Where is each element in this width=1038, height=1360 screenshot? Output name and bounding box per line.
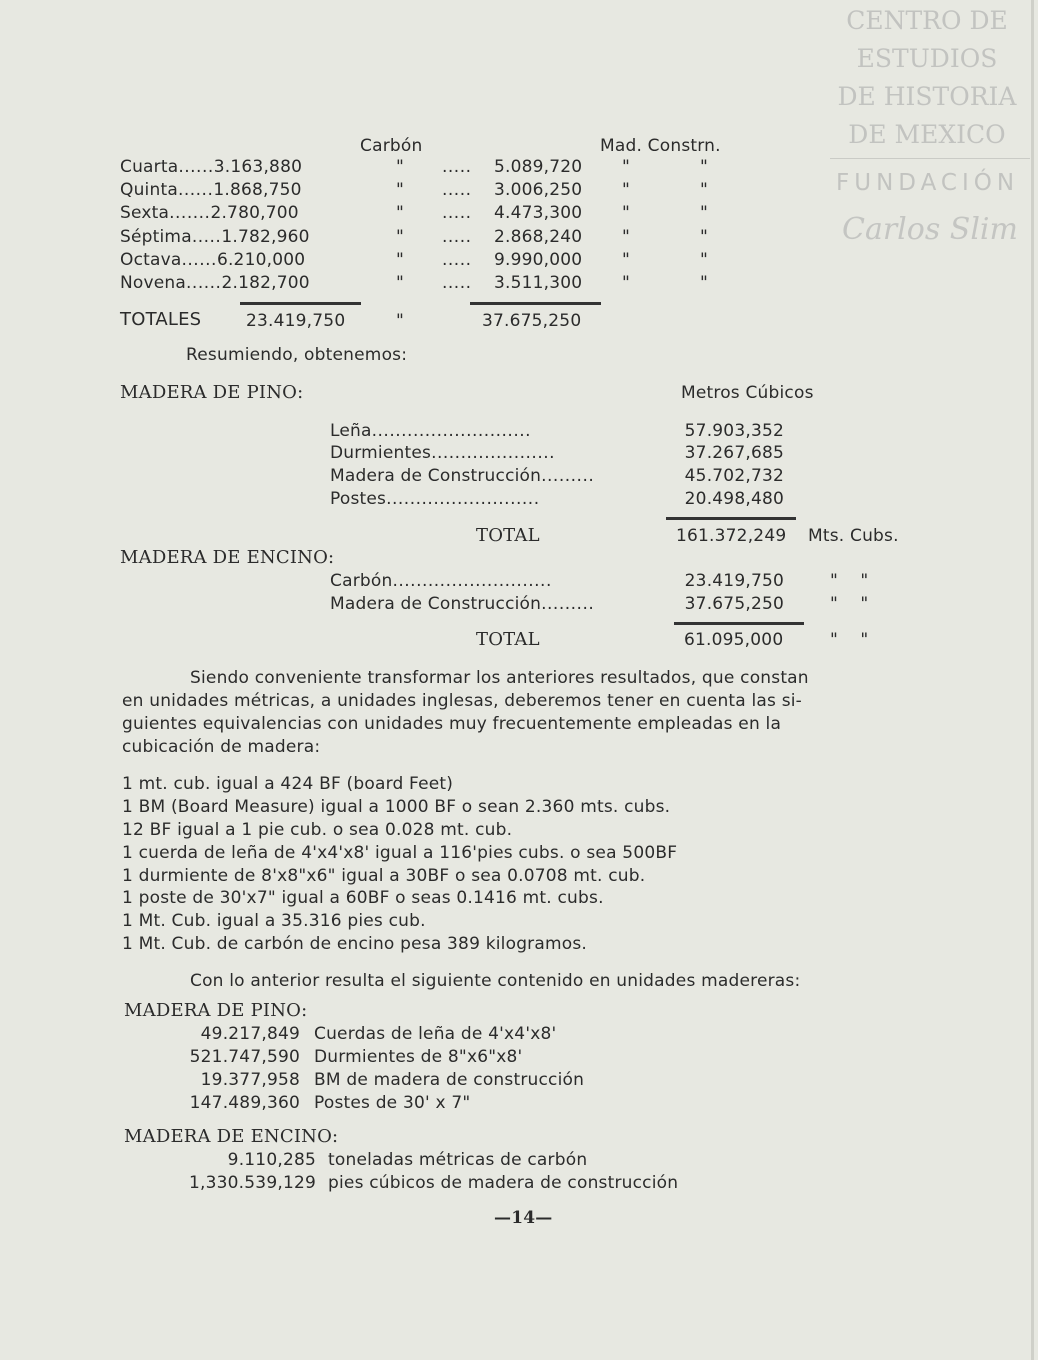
pino-label: Madera de Construcción: [330, 466, 542, 486]
table1-row-label: [120, 273, 310, 293]
row-label: Quinta: [120, 180, 178, 200]
table1-row-label: [120, 180, 302, 200]
leader-dots: .........: [541, 466, 595, 486]
mad-leader-dots: .....: [442, 180, 472, 200]
watermark-divider: [830, 158, 1030, 159]
table1-row-label: [120, 203, 299, 223]
encino-label: Carbón: [330, 571, 393, 591]
page-number: —14—: [494, 1208, 553, 1228]
encino-ditto: " ": [830, 571, 869, 591]
pino-value: 45.702,732: [684, 466, 784, 486]
paragraph-line: en unidades métricas, a unidades inglesas, deberemos tener en cuenta las si-: [122, 691, 803, 711]
pino-heading: MADERA DE PINO:: [120, 382, 304, 403]
paragraph-line: cubicación de madera:: [122, 737, 321, 757]
pino-label: Postes: [330, 489, 387, 509]
mad-ditto-1: ": [622, 157, 631, 177]
madereras-pino-desc: BM de madera de construcción: [314, 1070, 585, 1090]
resumiendo-text: Resumiendo, obtenemos:: [186, 345, 408, 365]
equivalencia-line: 1 cuerda de leña de 4'x4'x8' igual a 116'pies cubs. o sea 500BF: [122, 843, 678, 863]
mad-ditto-2: ": [700, 250, 709, 270]
leader-dots: ......: [181, 250, 217, 270]
madereras-pino-desc: Cuerdas de leña de 4'x4'x8': [314, 1024, 557, 1044]
encino-total-ditto: " ": [830, 630, 869, 650]
mad-value: 3.006,250: [494, 180, 583, 200]
carbon-ditto: ": [396, 227, 405, 247]
mad-value: 4.473,300: [494, 203, 583, 223]
pino-total-unit: Mts. Cubs.: [808, 526, 899, 546]
encino-total-rule: [674, 622, 804, 625]
encino-row: [330, 594, 594, 614]
mad-ditto-2: ": [700, 273, 709, 293]
row-label: Séptima: [120, 227, 192, 247]
madereras-pino-heading: MADERA DE PINO:: [124, 1000, 308, 1021]
pino-unit-header: Metros Cúbicos: [681, 383, 814, 403]
totals-label: TOTALES: [120, 309, 202, 330]
carbon-ditto: ": [396, 273, 405, 293]
mad-ditto-2: ": [700, 227, 709, 247]
carbon-value: 1.868,750: [213, 180, 302, 200]
carbon-value: 2.182,700: [221, 273, 310, 293]
carbon-ditto: ": [396, 250, 405, 270]
leader-dots: .........: [541, 594, 595, 614]
row-label: Sexta: [120, 203, 170, 223]
encino-row: [330, 571, 552, 591]
leader-dots: ......: [177, 180, 214, 200]
madereras-pino-value: 19.377,958: [200, 1070, 300, 1090]
mad-ditto-1: ": [622, 273, 631, 293]
mad-value: 5.089,720: [494, 157, 583, 177]
totals-ditto: ": [396, 311, 405, 331]
leader-dots: ......: [178, 157, 214, 177]
mad-value: 2.868,240: [494, 227, 583, 247]
madereras-pino-desc: Durmientes de 8"x6"x8': [314, 1047, 523, 1067]
table1-row-label: [120, 250, 305, 270]
pino-value: 57.903,352: [684, 421, 784, 441]
leader-dots: .....................: [431, 443, 556, 463]
leader-dots: ...........................: [392, 571, 552, 591]
encino-value: 37.675,250: [684, 594, 784, 614]
leader-dots: .....: [191, 227, 222, 247]
mad-leader-dots: .....: [442, 250, 472, 270]
madereras-pino-value: 521.747,590: [189, 1047, 300, 1067]
mad-ditto-1: ": [622, 227, 631, 247]
mad-ditto-2: ": [700, 157, 709, 177]
madereras-encino-value: 1,330.539,129: [189, 1173, 316, 1193]
mad-value: 9.990,000: [494, 250, 583, 270]
encino-total-label: TOTAL: [476, 629, 540, 650]
pino-label: Durmientes: [330, 443, 432, 463]
watermark-signature: Carlos Slim: [842, 212, 1018, 247]
equivalencia-line: 1 poste de 30'x7" igual a 60BF o seas 0.1416 mt. cubs.: [122, 888, 604, 908]
madereras-encino-desc: pies cúbicos de madera de construcción: [328, 1173, 679, 1193]
table1-row-label: [120, 227, 310, 247]
carbon-ditto: ": [396, 157, 405, 177]
leader-dots: ......: [186, 273, 222, 293]
equivalencia-line: 1 BM (Board Measure) igual a 1000 BF o sean 2.360 mts. cubs.: [122, 797, 671, 817]
mad-value: 3.511,300: [494, 273, 583, 293]
mad-ditto-1: ": [622, 180, 631, 200]
mad-ditto-2: ": [700, 180, 709, 200]
pino-total-value: 161.372,249: [676, 526, 787, 546]
totals-rule-carbon: [240, 302, 361, 305]
header-carbon: Carbón: [360, 136, 423, 156]
madereras-encino-value: 9.110,285: [227, 1150, 316, 1170]
paragraph-line: guientes equivalencias con unidades muy frecuentemente empleadas en la: [122, 714, 782, 734]
pino-total-label: TOTAL: [476, 525, 540, 546]
leader-dots: .......: [169, 203, 211, 223]
madereras-encino-heading: MADERA DE ENCINO:: [124, 1126, 339, 1147]
watermark-line-4: DE MEXICO: [848, 120, 1006, 149]
pino-row: [330, 443, 555, 463]
row-label: Octava: [120, 250, 182, 270]
encino-label: Madera de Construcción: [330, 594, 542, 614]
mad-ditto-1: ": [622, 250, 631, 270]
pino-row: [330, 489, 540, 509]
equivalencia-line: 12 BF igual a 1 pie cub. o sea 0.028 mt. cub.: [122, 820, 513, 840]
mad-leader-dots: .....: [442, 157, 472, 177]
mad-leader-dots: .....: [442, 273, 472, 293]
equivalencia-line: 1 Mt. Cub. igual a 35.316 pies cub.: [122, 911, 426, 931]
equivalencia-line: 1 mt. cub. igual a 424 BF (board Feet): [122, 774, 454, 794]
con-lo-anterior-text: Con lo anterior resulta el siguiente contenido en unidades madereras:: [190, 971, 801, 991]
mad-ditto-2: ": [700, 203, 709, 223]
carbon-value: 3.163,880: [213, 157, 303, 177]
table1-row-label: [120, 157, 302, 177]
carbon-value: 1.782,960: [221, 227, 310, 247]
totals-mad: 37.675,250: [482, 311, 582, 331]
watermark-line-1: CENTRO DE: [846, 6, 1008, 35]
pino-row: [330, 421, 531, 441]
madereras-pino-desc: Postes de 30' x 7": [314, 1093, 471, 1113]
row-label: Cuarta: [120, 157, 179, 177]
carbon-value: 2.780,700: [210, 203, 299, 223]
leader-dots: ...........................: [371, 421, 532, 441]
encino-total-value: 61.095,000: [684, 630, 784, 650]
row-label: Novena: [120, 273, 187, 293]
page-edge: [1031, 0, 1034, 1360]
paragraph-line: Siendo conveniente transformar los anteriores resultados, que constan: [190, 668, 809, 688]
pino-value: 37.267,685: [684, 443, 784, 463]
carbon-ditto: ": [396, 203, 405, 223]
equivalencia-line: 1 durmiente de 8'x8"x6" igual a 30BF o sea 0.0708 mt. cub.: [122, 866, 646, 886]
encino-heading: MADERA DE ENCINO:: [120, 547, 335, 568]
pino-total-rule: [666, 517, 796, 520]
watermark-line-3: DE HISTORIA: [837, 82, 1017, 111]
carbon-value: 6.210,000: [216, 250, 306, 270]
totals-carbon: 23.419,750: [246, 311, 346, 331]
equivalencia-line: 1 Mt. Cub. de carbón de encino pesa 389 kilogramos.: [122, 934, 588, 954]
pino-row: [330, 466, 594, 486]
mad-leader-dots: .....: [442, 227, 472, 247]
mad-ditto-1: ": [622, 203, 631, 223]
encino-ditto: " ": [830, 594, 869, 614]
pino-label: Leña: [330, 421, 372, 441]
totals-rule-mad: [470, 302, 601, 305]
encino-value: 23.419,750: [684, 571, 784, 591]
madereras-pino-value: 147.489,360: [189, 1093, 300, 1113]
pino-value: 20.498,480: [684, 489, 784, 509]
header-mad-constrn: Mad. Constrn.: [600, 136, 721, 156]
carbon-ditto: ": [396, 180, 405, 200]
leader-dots: ..........................: [386, 489, 540, 509]
madereras-encino-desc: toneladas métricas de carbón: [328, 1150, 588, 1170]
watermark-fundacion: FUNDACIÓN: [836, 170, 1020, 196]
mad-leader-dots: .....: [442, 203, 472, 223]
watermark-line-2: ESTUDIOS: [856, 44, 998, 73]
madereras-pino-value: 49.217,849: [200, 1024, 300, 1044]
